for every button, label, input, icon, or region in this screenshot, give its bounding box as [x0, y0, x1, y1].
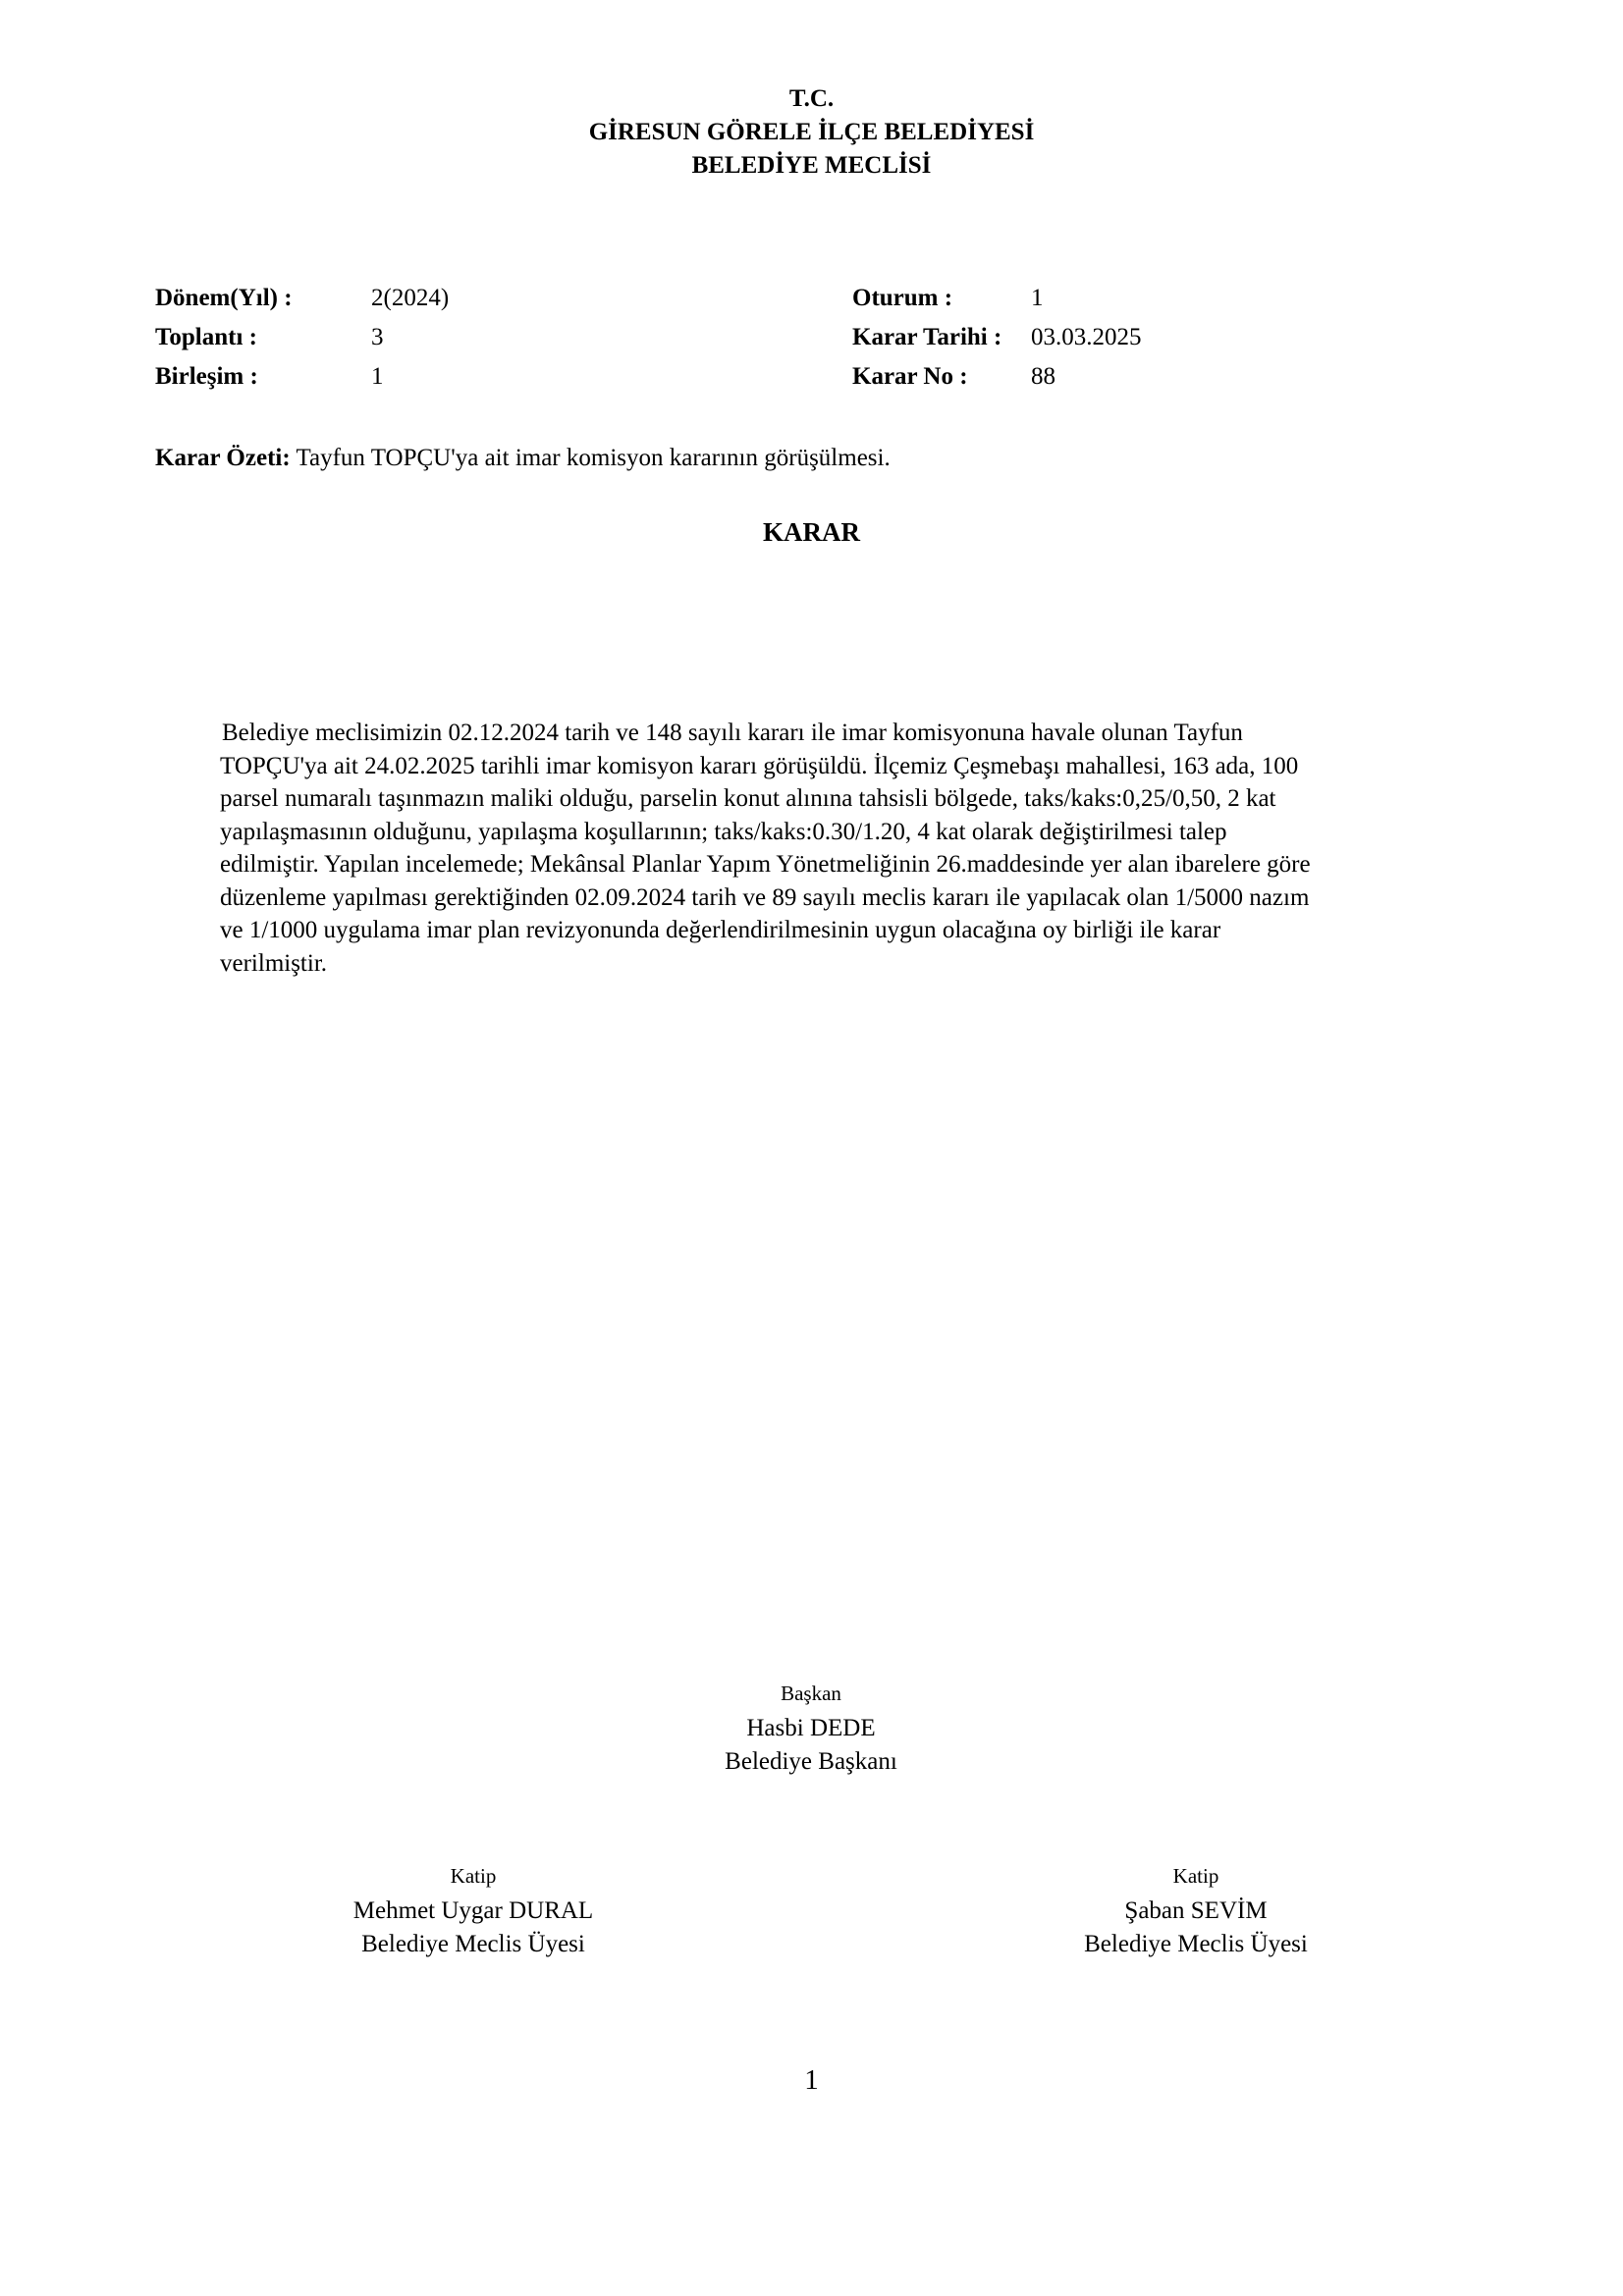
clerk-left-name: Mehmet Uygar DURAL [352, 1897, 594, 1924]
karar-no-label: Karar No : [852, 363, 968, 390]
header-municipality: GİRESUN GÖRELE İLÇE BELEDİYESİ [588, 119, 1035, 145]
meta-row-birlesim [155, 357, 1510, 397]
signature-clerk-left [277, 1861, 670, 1961]
document-header [0, 82, 1623, 183]
clerk-left-title: Belediye Meclis Üyesi [361, 1931, 585, 1957]
meta-row-toplanti [155, 318, 1510, 357]
karar-no-value: 88 [1031, 363, 1055, 390]
summary-text: Tayfun TOPÇU'ya ait imar komisyon kararının görüşülmesi. [296, 445, 891, 471]
decision-line: ve 1/1000 uygulama imar plan revizyonunda değerlendirilmesinin uygun olacağına oy birliği ile karar [220, 917, 1221, 943]
signature-clerk-right [1000, 1861, 1392, 1961]
decision-body [220, 717, 1496, 980]
clerk-left-role: Katip [450, 1864, 497, 1888]
decision-line: Belediye meclisimizin 02.12.2024 tarih ve 148 sayılı kararı ile imar komisyonuna havale olunan Tayfun [222, 720, 1243, 746]
donem-value: 2(2024) [371, 285, 450, 311]
decision-title: KARAR [763, 517, 860, 547]
header-council: BELEDİYE MECLİSİ [691, 152, 932, 179]
oturum-label: Oturum : [852, 285, 953, 311]
summary-label: Karar Özeti: [155, 445, 291, 471]
decision-line: parsel numaralı taşınmazın maliki olduğu, parselin konut alınına tahsisli bölgede, taks/kaks:0,25/0,50, 2 kat [220, 785, 1276, 812]
decision-line: verilmiştir. [220, 949, 328, 977]
header-tc: T.C. [788, 85, 835, 112]
decision-metadata [155, 279, 1510, 397]
chair-name: Hasbi DEDE [746, 1715, 876, 1741]
karar-tarihi-label: Karar Tarihi : [852, 324, 1002, 350]
signature-chair [615, 1679, 1007, 1779]
decision-line: edilmiştir. Yapılan incelemede; Mekânsal Planlar Yapım Yönetmeliğinin 26.maddesinde yer alan ibarelere göre [220, 851, 1311, 878]
chair-title: Belediye Başkanı [725, 1748, 897, 1775]
clerk-right-name: Şaban SEVİM [1124, 1897, 1268, 1924]
decision-line: TOPÇU'ya ait 24.02.2025 tarihli imar komisyon kararı görüşüldü. İlçemiz Çeşmebaşı mahallesi, 163 ada, 100 [220, 752, 1299, 779]
decision-line: yapılaşmasının olduğunu, yapılaşma koşullarının; taks/kaks:0.30/1.20, 4 kat olarak değiştirilmesi talep [220, 818, 1227, 845]
donem-label: Dönem(Yıl) : [155, 285, 293, 311]
karar-tarihi-value: 03.03.2025 [1031, 324, 1142, 350]
decision-summary [155, 442, 891, 475]
meta-row-donem [155, 279, 1510, 318]
birlesim-label: Birleşim : [155, 363, 258, 390]
chair-role: Başkan [781, 1682, 841, 1705]
toplanti-value: 3 [371, 324, 384, 350]
page-number: 1 [804, 2064, 819, 2096]
decision-line: düzenleme yapılması gerektiğinden 02.09.2024 tarih ve 89 sayılı meclis kararı ile yapılacak olan 1/5000 nazım [220, 883, 1310, 911]
oturum-value: 1 [1031, 285, 1044, 311]
birlesim-value: 1 [371, 363, 384, 390]
clerk-right-title: Belediye Meclis Üyesi [1084, 1931, 1308, 1957]
toplanti-label: Toplantı : [155, 324, 257, 350]
clerk-right-role: Katip [1172, 1864, 1219, 1888]
